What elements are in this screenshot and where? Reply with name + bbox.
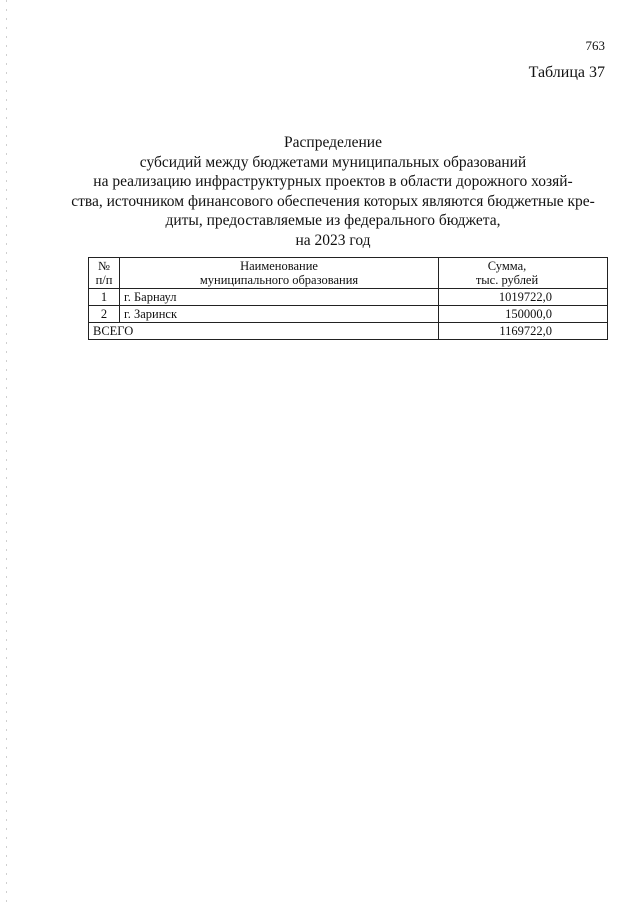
row-sum: 150000,0 [439,306,608,323]
table-label: Таблица 37 [528,64,605,81]
header-sum [439,258,608,289]
header-name [120,258,439,289]
total-label: ВСЕГО [89,323,439,340]
header-sum-line1: Сумма, [487,259,527,273]
title-line: ства, источником финансового обеспечения которых являются бюджетные кре- [71,192,595,210]
row-name: г. Заринск [120,306,439,323]
table-row [89,306,608,323]
row-sum: 1019722,0 [439,289,608,306]
distribution-table [88,257,608,340]
document-title [60,133,606,250]
header-name-line2: муниципального образования [199,273,359,287]
table-row [89,289,608,306]
header-sum-line2: тыс. рублей [475,273,539,287]
title-line: на реализацию инфраструктурных проектов в области дорожного хозяй- [93,173,573,190]
table-total-row [89,323,608,340]
total-sum: 1169722,0 [439,323,608,340]
table-header-row [89,258,608,289]
row-number: 1 [89,289,120,306]
scan-edge [6,0,7,905]
header-number-line2: п/п [95,273,113,287]
row-name: г. Барнаул [120,289,439,306]
row-number: 2 [89,306,120,323]
title-line: диты, предоставляемые из федерального бюджета, [165,212,501,229]
title-line: Распределение [284,134,382,151]
header-number-line1: № [98,259,110,273]
header-number [89,258,120,289]
page-number: 763 [585,38,605,53]
header-name-line1: Наименование [240,259,318,273]
title-line: на 2023 год [295,231,371,249]
title-line: субсидий между бюджетами муниципальных образований [139,153,527,171]
